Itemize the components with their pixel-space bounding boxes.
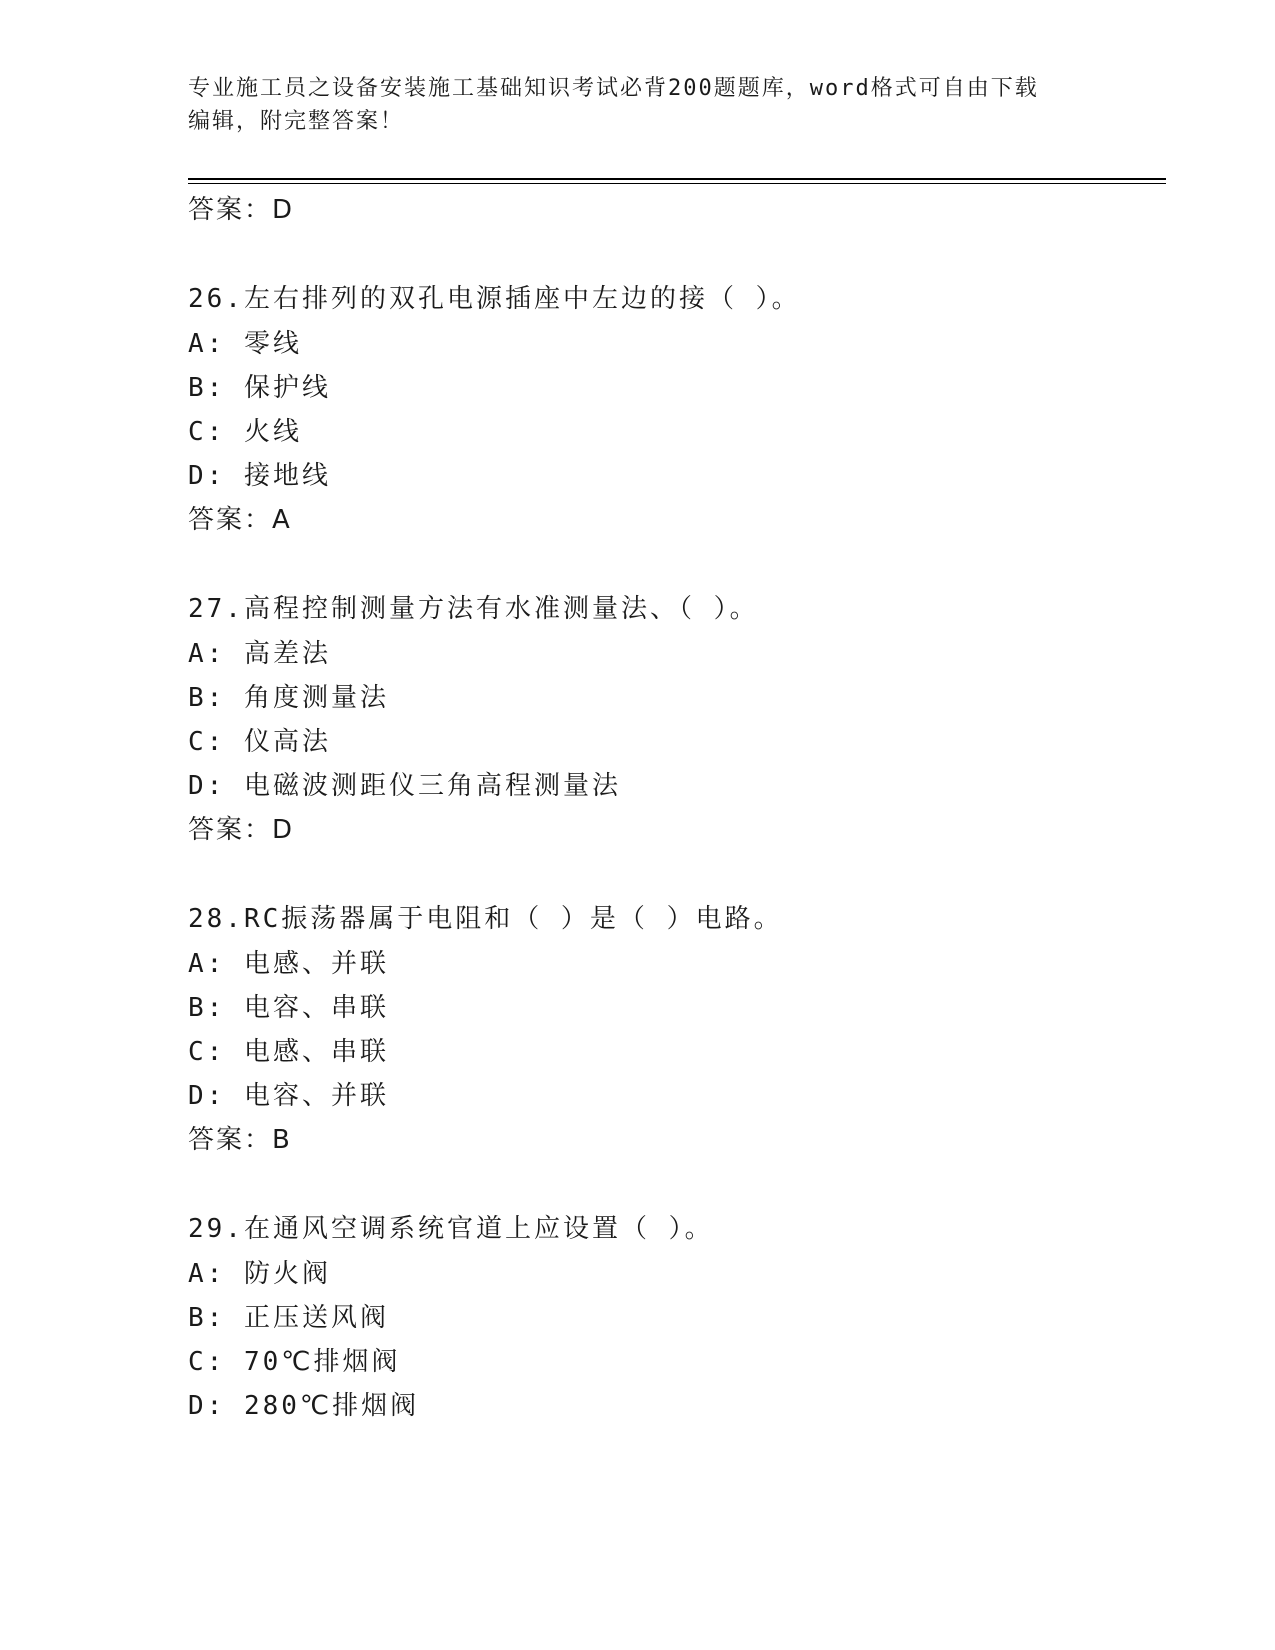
header-rule-thin (188, 183, 1166, 184)
question-28-stem: 28.RC振荡器属于电阻和（ ）是（ ）电路。 (188, 904, 783, 934)
header-line-1: 专业施工员之设备安装施工基础知识考试必背200题题库，word格式可自由下载 (188, 76, 1039, 101)
question-27-option-b: B: 角度测量法 (188, 683, 389, 713)
answer-25: 答案：D (188, 195, 295, 225)
question-26-option-a: A: 零线 (188, 329, 302, 359)
question-28-option-a: A: 电感、并联 (188, 949, 389, 979)
question-26-option-d: D: 接地线 (188, 461, 331, 491)
question-26-option-c: C: 火线 (188, 417, 302, 447)
question-27-option-d: D: 电磁波测距仪三角高程测量法 (188, 771, 621, 801)
answer-27: 答案：D (188, 815, 295, 845)
header-line-2: 编辑，附完整答案！ (188, 109, 405, 134)
question-26-option-b: B: 保护线 (188, 373, 331, 403)
answer-28: 答案：B (188, 1125, 292, 1155)
question-29-option-b: B: 正压送风阀 (188, 1303, 389, 1333)
question-29-stem: 29.在通风空调系统官道上应设置（ ）。 (188, 1214, 714, 1244)
question-29-option-d: D: 280℃排烟阀 (188, 1391, 420, 1421)
question-29-option-a: A: 防火阀 (188, 1259, 331, 1289)
question-27-option-c: C: 仪高法 (188, 727, 331, 757)
question-29-option-c: C: 70℃排烟阀 (188, 1347, 401, 1377)
answer-26: 答案：A (188, 505, 292, 535)
question-28-option-d: D: 电容、并联 (188, 1081, 389, 1111)
document-header (188, 72, 1088, 138)
header-rule-thick (188, 178, 1166, 180)
question-27-option-a: A: 高差法 (188, 639, 331, 669)
question-28-option-b: B: 电容、串联 (188, 993, 389, 1023)
question-28-option-c: C: 电感、串联 (188, 1037, 389, 1067)
question-27-stem: 27.高程控制测量方法有水准测量法、（ ）。 (188, 594, 759, 624)
question-26-stem: 26.左右排列的双孔电源插座中左边的接（ ）。 (188, 284, 801, 314)
